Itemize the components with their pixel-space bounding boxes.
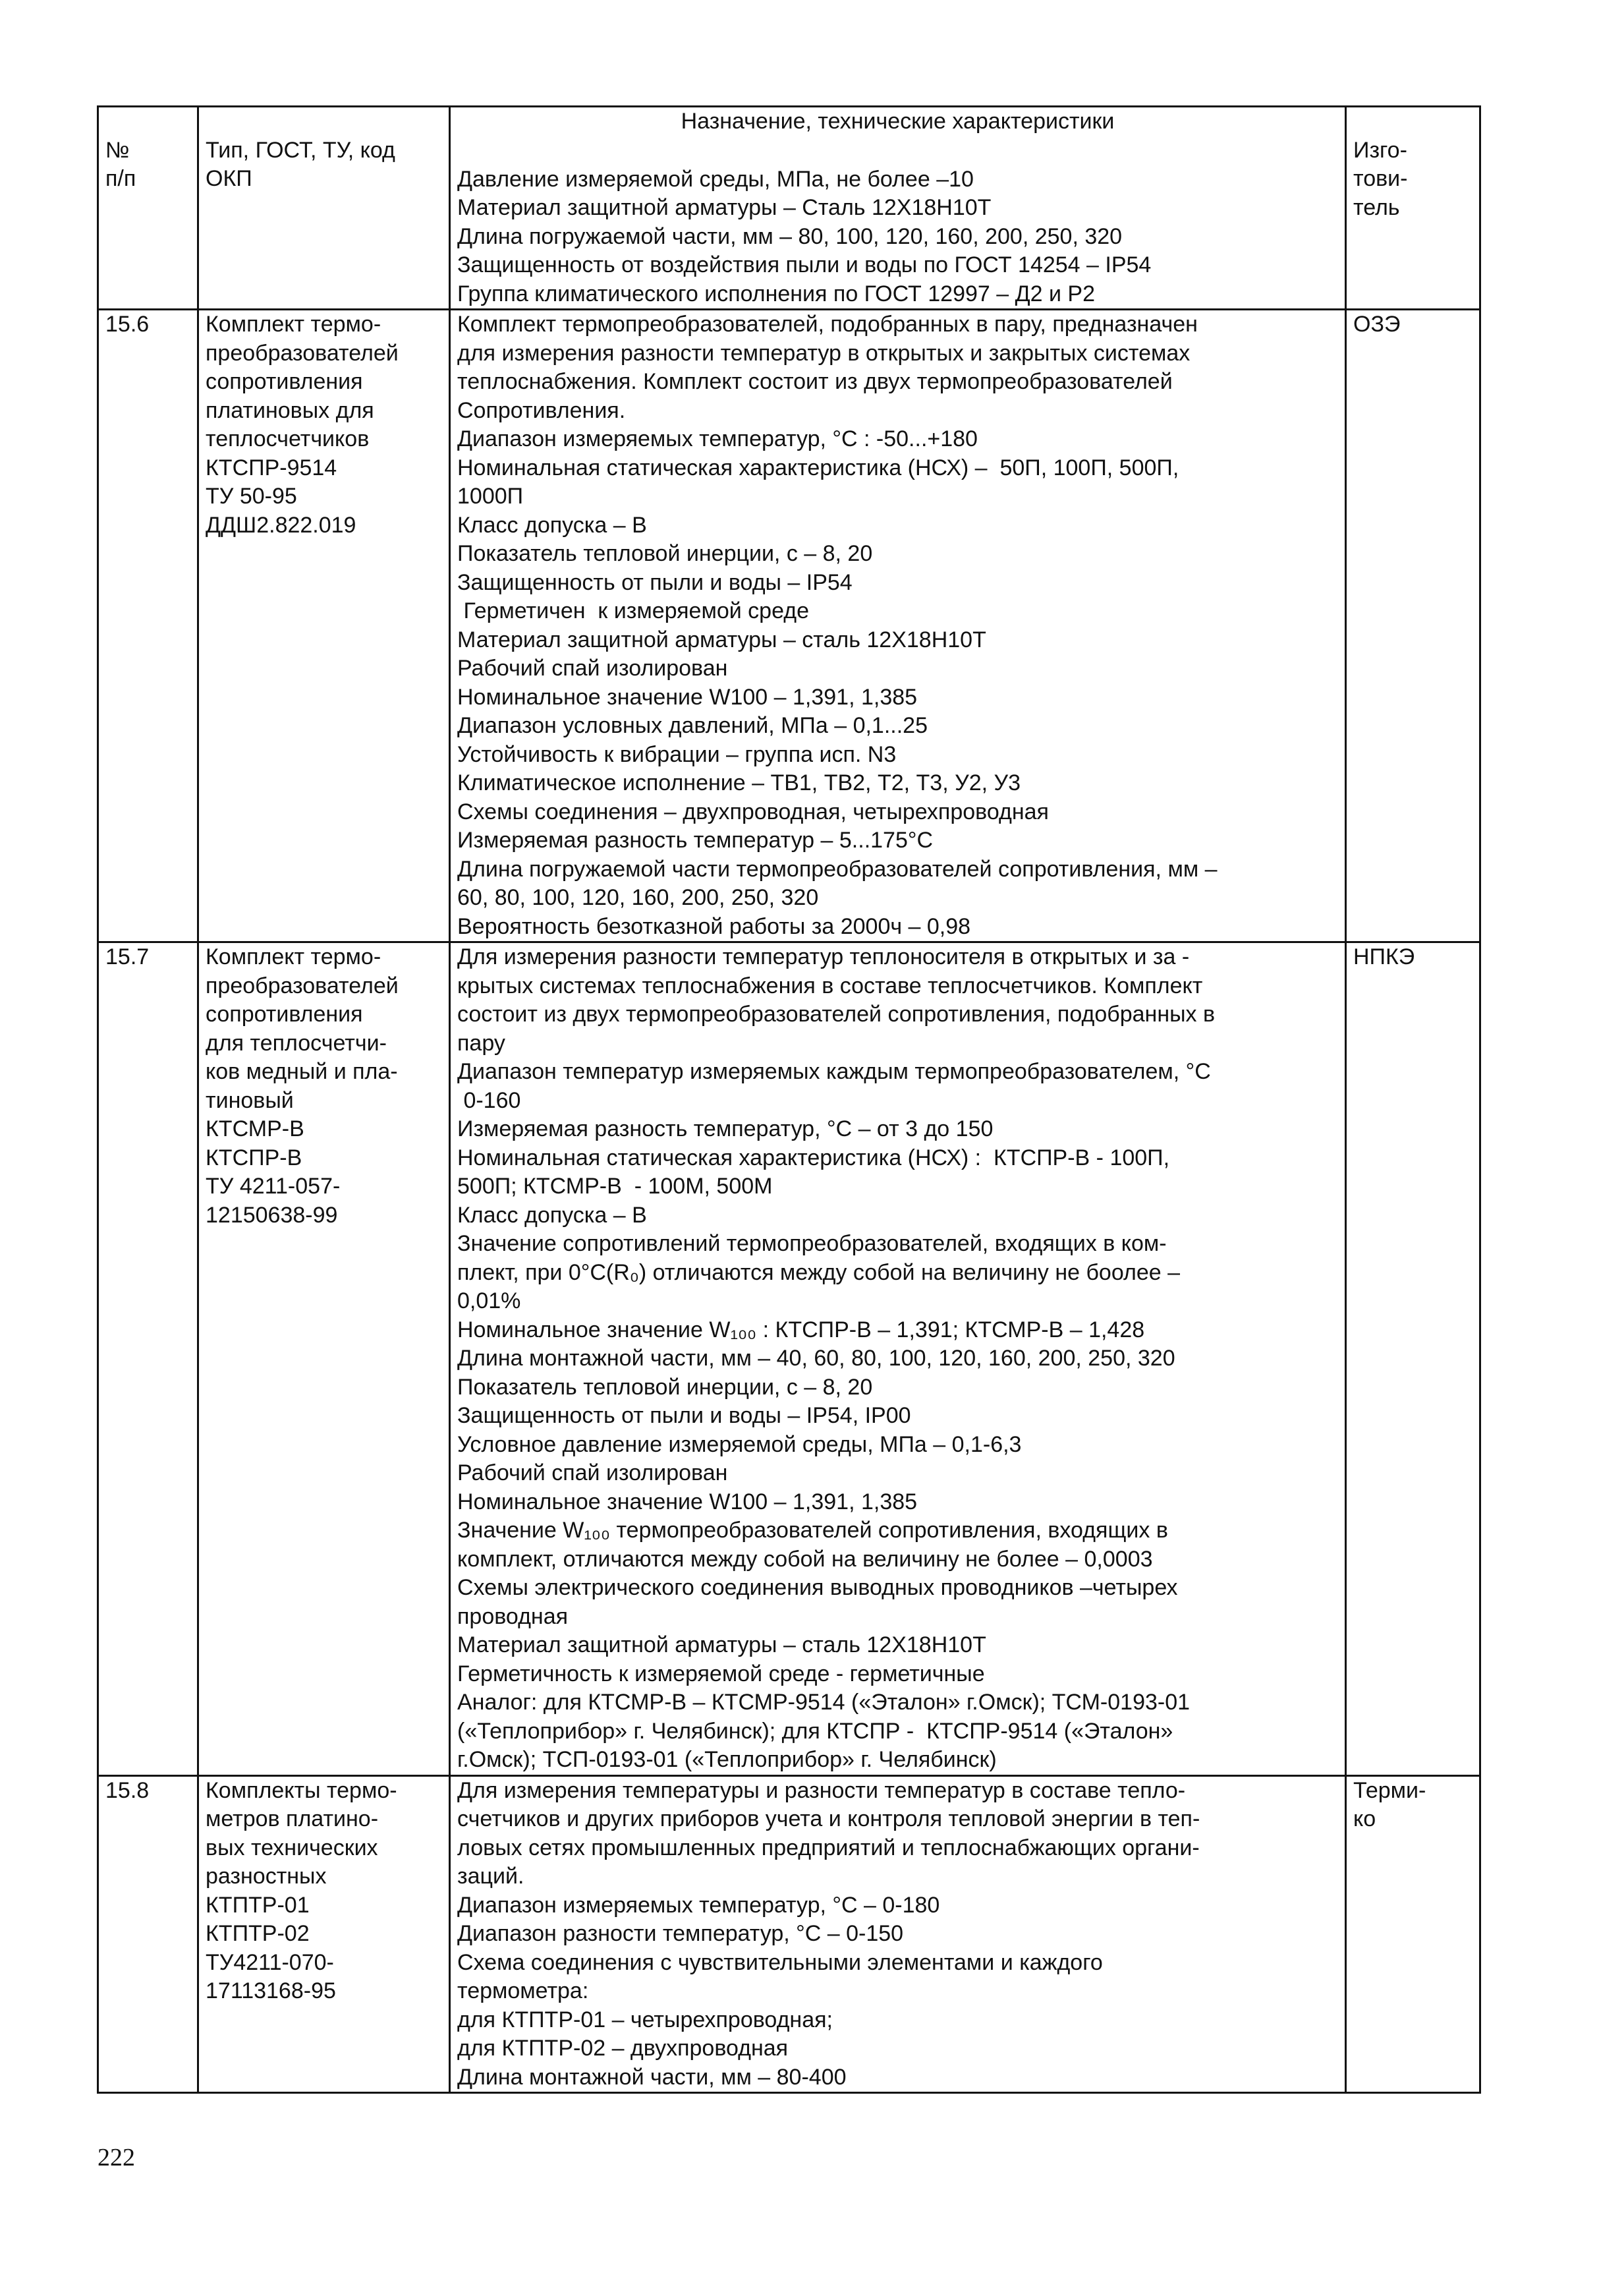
row-type: Комплекты термо- метров платино- вых технических разностных КТПТР-01 КТПТР-02 ТУ4211-070- 17113168-95 <box>198 1775 450 2093</box>
page-number: 222 <box>98 2144 135 2171</box>
header-purpose-label: Назначение, технические характеристики <box>681 109 1115 134</box>
row-num: 15.7 <box>98 942 198 1776</box>
header-row <box>98 107 1480 310</box>
continuation-text: Давление измеряемой среды, МПа, не более –10 Материал защитной арматуры – Сталь 12Х18Н10Т Длина погружаемой части, мм – 80, 100, 120, 160, 200, 250, 320 Защищенность от воздействия пыли и воды по ГОСТ 14254 – IP54 Группа климатического исполнения по ГОСТ 12997 – Д2 и Р2 <box>457 166 1152 306</box>
row-type: Комплект термо- преобразователей сопротивления для теплосчетчи- ков медный и пла- тиновый КТСМР-В КТСПР-В ТУ 4211-057- 12150638-99 <box>198 942 450 1776</box>
row-num: 15.6 <box>98 310 198 942</box>
row-maker: ОЗЭ <box>1346 310 1480 942</box>
header-num-label: № п/п <box>105 137 136 191</box>
row-description: Для измерения температуры и разности температур в составе тепло- счетчиков и других приборов учета и контроля тепловой энергии в теп- ловых сетях промышленных предприятий и теплоснабжающих органи- заций. Диапазон измеряемых температур, °С – 0-180 Диапазон разности температур, °С – 0-150 Схема соединения с чувствительными элементами и каждого термометра: для КТПТР-01 – четырехпроводная; для КТПТР-02 – двухпроводная Длина монтажной части, мм – 80-400 <box>450 1775 1346 2093</box>
row-type: Комплект термо- преобразователей сопротивления платиновых для теплосчетчиков КТСПР-9514 ТУ 50-95 ДДШ2.822.019 <box>198 310 450 942</box>
header-spacer <box>457 136 1338 165</box>
table-row <box>98 310 1480 942</box>
table-row <box>98 1775 1480 2093</box>
row-description: Комплект термопреобразователей, подобранных в пару, предназначен для измерения разности температур в открытых и закрытых системах теплоснабжения. Комплект состоит из двух термопреобразователей Сопротивления. Диапазон измеряемых температур, °С : -50...+180 Номинальная статическая характеристика (НСХ) – 50П, 100П, 500П, 1000П Класс допуска – В Показатель тепловой инерции, с – 8, 20 Защищенность от пыли и воды – IP54 Герметичен к измеряемой среде Материал защитной арматуры – сталь 12Х18Н10Т Рабочий спай изолирован Номинальное значение W100 – 1,391, 1,385 Диапазон условных давлений, МПа – 0,1...25 Устойчивость к вибрации – группа исп. N3 Климатическое исполнение – ТВ1, ТВ2, Т2, Т3, У2, У3 Схемы соединения – двухпроводная, четырехпроводная Измеряемая разность температур – 5...175°С Длина погружаемой части термопреобразователей сопротивления, мм – 60, 80, 100, 120, 160, 200, 250, 320 Вероятность безотказной работы за 2000ч – 0,98 <box>450 310 1346 942</box>
header-type-label: Тип, ГОСТ, ТУ, код ОКП <box>206 137 395 191</box>
header-type <box>198 107 450 310</box>
row-description: Для измерения разности температур теплоносителя в открытых и за - крытых системах теплоснабжения в составе теплосчетчиков. Комплект состоит из двух термопреобразователей сопротивления, подобранных в пару Диапазон температур измеряемых каждым термопреобразователем, °С 0-160 Измеряемая разность температур, °С – от 3 до 150 Номинальная статическая характеристика (НСХ) : КТСПР-В - 100П, 500П; КТСМР-В - 100М, 500М Класс допуска – В Значение сопротивлений термопреобразователей, входящих в ком- плект, при 0°С(R₀) отличаются между собой на величину не боолее – 0,01% Номинальное значение W₁₀₀ : КТСПР-В – 1,391; КТСМР-В – 1,428 Длина монтажной части, мм – 40, 60, 80, 100, 120, 160, 200, 250, 320 Показатель тепловой инерции, с – 8, 20 Защищенность от пыли и воды – IP54, IP00 Условное давление измеряемой среды, МПа – 0,1-6,3 Рабочий спай изолирован Номинальное значение W100 – 1,391, 1,385 Значение W₁₀₀ термопреобразователей сопротивления, входящих в комплект, отличаются между собой на величину не более – 0,0003 Схемы электрического соединения выводных проводников –четырех проводная Материал защитной арматуры – сталь 12Х18Н10Т Герметичность к измеряемой среде - герметичные Аналог: для КТСМР-В – КТСМР-9514 («Эталон» г.Омск); ТСМ-0193-01 («Теплоприбор» г. Челябинск); для КТСПР - КТСПР-9514 («Эталон» г.Омск); ТСП-0193-01 («Теплоприбор» г. Челябинск) <box>450 942 1346 1776</box>
row-num: 15.8 <box>98 1775 198 2093</box>
spec-table <box>97 105 1481 2094</box>
header-maker-label: Изго- тови- тель <box>1353 137 1408 220</box>
row-maker: Терми- ко <box>1346 1775 1480 2093</box>
header-purpose <box>450 107 1346 310</box>
header-num <box>98 107 198 310</box>
table-row <box>98 942 1480 1776</box>
row-maker: НПКЭ <box>1346 942 1480 1776</box>
header-maker <box>1346 107 1480 310</box>
